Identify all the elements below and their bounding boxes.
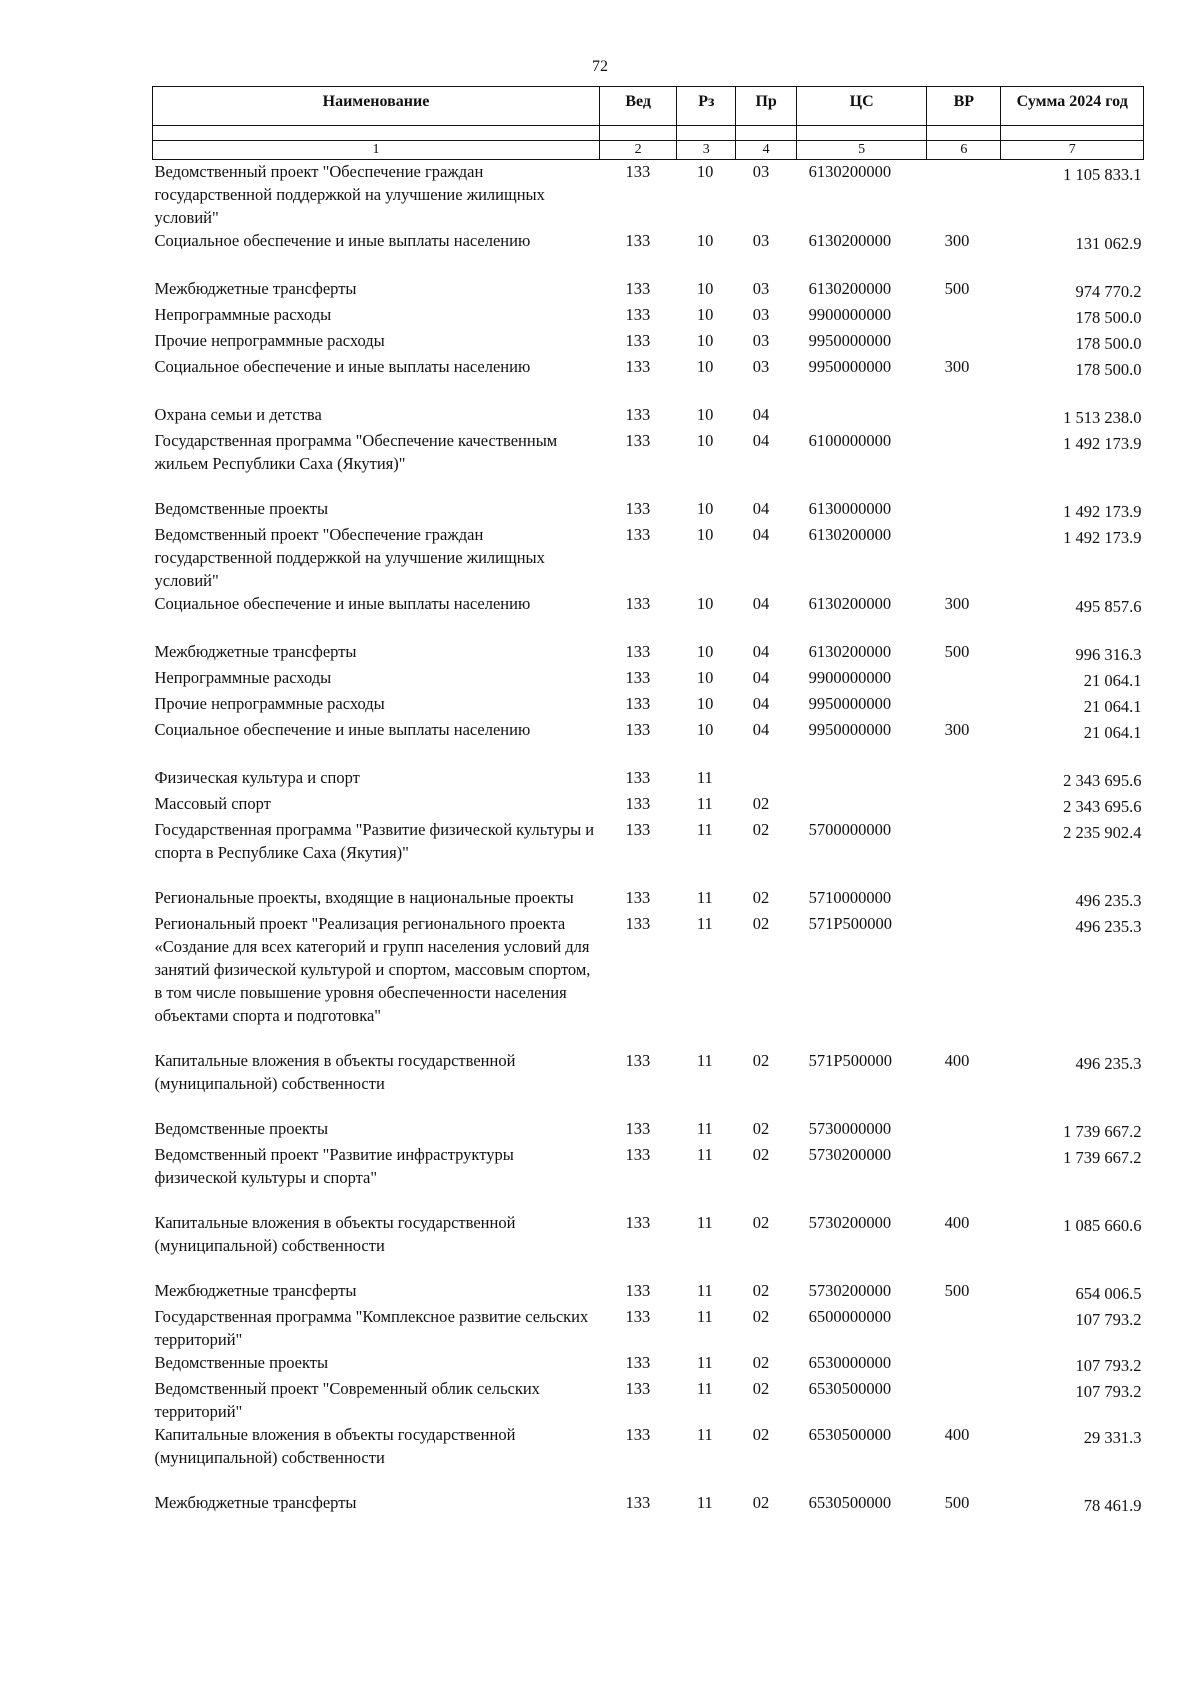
cell-rz: 10 bbox=[696, 431, 714, 450]
cell-vr bbox=[927, 329, 1001, 355]
table-row bbox=[153, 160, 1144, 230]
cell-rz: 11 bbox=[696, 1493, 713, 1512]
cell-sum: 178 500.0 bbox=[1075, 360, 1142, 379]
column-number: 6 bbox=[927, 141, 1001, 160]
cell-name: Ведомственный проект "Современный облик сельских территорий" bbox=[154, 1379, 540, 1421]
header-spacer bbox=[153, 126, 1144, 141]
cell-ved: 133 bbox=[625, 820, 651, 839]
cell-name: Ведомственный проект "Обеспечение граждан государственной поддержкой на улучшение жилищных условий" bbox=[154, 525, 545, 590]
cell-sum: 496 235.3 bbox=[1075, 917, 1142, 936]
cell-rz: 10 bbox=[696, 357, 714, 376]
column-number: 2 bbox=[599, 141, 676, 160]
cell-vr bbox=[927, 497, 1001, 523]
cell-pr: 02 bbox=[752, 1213, 770, 1232]
table-row bbox=[153, 1423, 1144, 1491]
table-row bbox=[153, 912, 1144, 1049]
cell-sum: 1 513 238.0 bbox=[1063, 408, 1142, 427]
cell-cs: 6130200000 bbox=[808, 231, 892, 250]
table-row bbox=[153, 1279, 1144, 1305]
cell-sum: 1 492 173.9 bbox=[1063, 528, 1142, 547]
cell-sum: 29 331.3 bbox=[1083, 1428, 1142, 1447]
cell-pr: 02 bbox=[752, 1379, 770, 1398]
cell-sum: 1 085 660.6 bbox=[1063, 1216, 1142, 1235]
table-row bbox=[153, 403, 1144, 429]
cell-pr: 03 bbox=[752, 279, 770, 298]
cell-rz: 11 bbox=[696, 1119, 713, 1138]
cell-pr: 02 bbox=[752, 1281, 770, 1300]
cell-ved: 133 bbox=[625, 405, 651, 424]
cell-name: Государственная программа "Комплексное развитие сельских территорий" bbox=[154, 1307, 589, 1349]
cell-name: Межбюджетные трансферты bbox=[154, 279, 357, 298]
cell-ved: 133 bbox=[625, 162, 651, 181]
cell-pr: 02 bbox=[752, 794, 770, 813]
cell-cs: 5700000000 bbox=[808, 820, 892, 839]
cell-sum: 496 235.3 bbox=[1075, 891, 1142, 910]
cell-rz: 11 bbox=[696, 1379, 713, 1398]
cell-name: Прочие непрограммные расходы bbox=[154, 331, 385, 350]
cell-cs: 9950000000 bbox=[808, 694, 892, 713]
cell-cs: 6130200000 bbox=[808, 525, 892, 544]
table-row bbox=[153, 666, 1144, 692]
cell-rz: 11 bbox=[696, 1051, 713, 1070]
cell-ved: 133 bbox=[625, 1493, 651, 1512]
cell-vr bbox=[927, 429, 1001, 497]
table-row bbox=[153, 1305, 1144, 1351]
cell-pr: 02 bbox=[752, 888, 770, 907]
cell-cs bbox=[797, 766, 927, 792]
cell-vr bbox=[927, 523, 1001, 592]
cell-ved: 133 bbox=[625, 331, 651, 350]
cell-sum: 2 343 695.6 bbox=[1063, 797, 1142, 816]
cell-name: Прочие непрограммные расходы bbox=[154, 694, 385, 713]
cell-vr: 300 bbox=[944, 231, 970, 250]
cell-cs: 6100000000 bbox=[808, 431, 892, 450]
cell-name: Капитальные вложения в объекты государственной (муниципальной) собственности bbox=[154, 1051, 516, 1093]
column-number: 3 bbox=[677, 141, 736, 160]
cell-ved: 133 bbox=[625, 357, 651, 376]
column-number: 1 bbox=[153, 141, 600, 160]
cell-cs: 5730000000 bbox=[808, 1119, 892, 1138]
budget-table bbox=[152, 86, 1144, 1517]
cell-name: Ведомственный проект "Развитие инфраструктуры физической культуры и спорта" bbox=[154, 1145, 514, 1187]
cell-sum: 654 006.5 bbox=[1075, 1284, 1142, 1303]
cell-pr: 04 bbox=[752, 594, 770, 613]
cell-pr: 03 bbox=[752, 162, 770, 181]
column-number: 4 bbox=[736, 141, 797, 160]
cell-name: Региональные проекты, входящие в национальные проекты bbox=[154, 888, 574, 907]
cell-cs: 6500000000 bbox=[808, 1307, 892, 1326]
table-row bbox=[153, 640, 1144, 666]
cell-vr bbox=[927, 886, 1001, 912]
cell-cs: 9950000000 bbox=[808, 720, 892, 739]
cell-rz: 10 bbox=[696, 720, 714, 739]
cell-ved: 133 bbox=[625, 768, 651, 787]
cell-vr bbox=[927, 666, 1001, 692]
cell-sum: 1 739 667.2 bbox=[1063, 1122, 1142, 1141]
cell-cs: 6130200000 bbox=[808, 162, 892, 181]
cell-name: Ведомственный проект "Обеспечение граждан государственной поддержкой на улучшение жилищных условий" bbox=[154, 162, 545, 227]
cell-name: Социальное обеспечение и иные выплаты населению bbox=[154, 357, 531, 376]
header-rz: Рз bbox=[677, 87, 736, 126]
cell-cs: 9950000000 bbox=[808, 331, 892, 350]
cell-cs: 571P500000 bbox=[808, 914, 893, 933]
cell-ved: 133 bbox=[625, 694, 651, 713]
cell-sum: 178 500.0 bbox=[1075, 334, 1142, 353]
cell-sum: 107 793.2 bbox=[1075, 1356, 1142, 1375]
cell-sum: 21 064.1 bbox=[1083, 697, 1142, 716]
cell-ved: 133 bbox=[625, 1051, 651, 1070]
cell-vr bbox=[927, 160, 1001, 230]
table-row bbox=[153, 1377, 1144, 1423]
table-row bbox=[153, 718, 1144, 766]
column-number-row bbox=[153, 141, 1144, 160]
cell-sum: 107 793.2 bbox=[1075, 1382, 1142, 1401]
cell-sum: 1 739 667.2 bbox=[1063, 1148, 1142, 1167]
cell-pr: 04 bbox=[752, 694, 770, 713]
cell-name: Социальное обеспечение и иные выплаты населению bbox=[154, 720, 531, 739]
cell-ved: 133 bbox=[625, 231, 651, 250]
cell-ved: 133 bbox=[625, 642, 651, 661]
cell-cs: 6130200000 bbox=[808, 279, 892, 298]
cell-name: Ведомственные проекты bbox=[154, 1119, 329, 1138]
cell-name: Государственная программа "Обеспечение качественным жильем Республики Саха (Якутия)" bbox=[154, 431, 558, 473]
cell-pr: 04 bbox=[752, 642, 770, 661]
cell-sum: 2 235 902.4 bbox=[1063, 823, 1142, 842]
cell-pr: 04 bbox=[752, 405, 770, 424]
cell-rz: 10 bbox=[696, 162, 714, 181]
cell-cs: 6130000000 bbox=[808, 499, 892, 518]
cell-name: Региональный проект "Реализация регионального проекта «Создание для всех категорий и групп населения условий для занятий физической культурой и спортом, массовым спортом, в том числе повышение уровня обеспеченности населения объектами спорта и подготовка" bbox=[154, 914, 591, 1025]
cell-name: Социальное обеспечение и иные выплаты населению bbox=[154, 231, 531, 250]
cell-name: Ведомственные проекты bbox=[154, 499, 329, 518]
table-row bbox=[153, 1143, 1144, 1211]
cell-ved: 133 bbox=[625, 525, 651, 544]
cell-ved: 133 bbox=[625, 1281, 651, 1300]
cell-sum: 21 064.1 bbox=[1083, 723, 1142, 742]
cell-rz: 10 bbox=[696, 305, 714, 324]
cell-ved: 133 bbox=[625, 305, 651, 324]
cell-pr: 02 bbox=[752, 1353, 770, 1372]
cell-vr: 500 bbox=[944, 1281, 970, 1300]
cell-vr bbox=[927, 303, 1001, 329]
cell-vr bbox=[927, 1377, 1001, 1423]
cell-pr: 04 bbox=[752, 720, 770, 739]
cell-ved: 133 bbox=[625, 1119, 651, 1138]
cell-ved: 133 bbox=[625, 1307, 651, 1326]
cell-name: Капитальные вложения в объекты государственной (муниципальной) собственности bbox=[154, 1425, 516, 1467]
cell-name: Ведомственные проекты bbox=[154, 1353, 329, 1372]
cell-pr: 04 bbox=[752, 431, 770, 450]
cell-sum: 2 343 695.6 bbox=[1063, 771, 1142, 790]
table-row bbox=[153, 1117, 1144, 1143]
cell-cs: 5730200000 bbox=[808, 1281, 892, 1300]
cell-cs bbox=[797, 792, 927, 818]
cell-rz: 11 bbox=[696, 1213, 713, 1232]
cell-rz: 11 bbox=[696, 888, 713, 907]
header-cs: ЦС bbox=[797, 87, 927, 126]
cell-vr: 500 bbox=[944, 1493, 970, 1512]
cell-ved: 133 bbox=[625, 279, 651, 298]
cell-pr: 03 bbox=[752, 231, 770, 250]
table-row bbox=[153, 229, 1144, 277]
cell-pr: 02 bbox=[752, 914, 770, 933]
cell-rz: 10 bbox=[696, 642, 714, 661]
cell-cs: 5730200000 bbox=[808, 1213, 892, 1232]
cell-sum: 1 492 173.9 bbox=[1063, 434, 1142, 453]
cell-pr: 02 bbox=[752, 1119, 770, 1138]
cell-sum: 107 793.2 bbox=[1075, 1310, 1142, 1329]
cell-pr: 04 bbox=[752, 499, 770, 518]
table-row bbox=[153, 766, 1144, 792]
cell-cs: 9950000000 bbox=[808, 357, 892, 376]
cell-pr: 02 bbox=[752, 1425, 770, 1444]
cell-ved: 133 bbox=[625, 499, 651, 518]
cell-vr bbox=[927, 1351, 1001, 1377]
column-number: 7 bbox=[1001, 141, 1144, 160]
cell-rz: 11 bbox=[696, 1145, 713, 1164]
cell-rz: 10 bbox=[696, 405, 714, 424]
cell-vr: 500 bbox=[944, 642, 970, 661]
cell-vr bbox=[927, 792, 1001, 818]
cell-name: Межбюджетные трансферты bbox=[154, 642, 357, 661]
header-vr: ВР bbox=[927, 87, 1001, 126]
cell-ved: 133 bbox=[625, 794, 651, 813]
cell-pr: 02 bbox=[752, 1051, 770, 1070]
table-row bbox=[153, 523, 1144, 592]
cell-vr: 400 bbox=[944, 1213, 970, 1232]
cell-rz: 10 bbox=[696, 331, 714, 350]
cell-vr bbox=[927, 818, 1001, 886]
cell-cs: 6530500000 bbox=[808, 1493, 892, 1512]
cell-cs bbox=[797, 403, 927, 429]
cell-ved: 133 bbox=[625, 594, 651, 613]
header-name: Наименование bbox=[153, 87, 600, 126]
cell-vr: 300 bbox=[944, 594, 970, 613]
cell-pr: 02 bbox=[752, 1493, 770, 1512]
cell-sum: 496 235.3 bbox=[1075, 1054, 1142, 1073]
cell-sum: 78 461.9 bbox=[1083, 1496, 1142, 1515]
cell-rz: 10 bbox=[696, 694, 714, 713]
header-ved: Вед bbox=[599, 87, 676, 126]
cell-cs: 6130200000 bbox=[808, 594, 892, 613]
cell-name: Межбюджетные трансферты bbox=[154, 1493, 357, 1512]
cell-cs: 9900000000 bbox=[808, 668, 892, 687]
cell-rz: 11 bbox=[696, 768, 713, 787]
cell-sum: 1 105 833.1 bbox=[1063, 165, 1142, 184]
cell-ved: 133 bbox=[625, 1425, 651, 1444]
table-row bbox=[153, 886, 1144, 912]
page-number: 72 bbox=[592, 58, 608, 75]
cell-pr: 03 bbox=[752, 331, 770, 350]
cell-sum: 974 770.2 bbox=[1075, 282, 1142, 301]
cell-vr: 400 bbox=[944, 1051, 970, 1070]
cell-rz: 11 bbox=[696, 1281, 713, 1300]
table-row bbox=[153, 1491, 1144, 1517]
cell-ved: 133 bbox=[625, 914, 651, 933]
table-row bbox=[153, 1351, 1144, 1377]
cell-sum: 996 316.3 bbox=[1075, 645, 1142, 664]
cell-ved: 133 bbox=[625, 1145, 651, 1164]
table-row bbox=[153, 303, 1144, 329]
table-row bbox=[153, 1211, 1144, 1279]
cell-rz: 11 bbox=[696, 794, 713, 813]
cell-name: Государственная программа "Развитие физической культуры и спорта в Республике Саха (Якутия)" bbox=[154, 820, 595, 862]
cell-sum: 178 500.0 bbox=[1075, 308, 1142, 327]
cell-name: Межбюджетные трансферты bbox=[154, 1281, 357, 1300]
cell-rz: 10 bbox=[696, 231, 714, 250]
cell-vr bbox=[927, 1143, 1001, 1211]
cell-vr bbox=[927, 403, 1001, 429]
cell-pr: 04 bbox=[752, 525, 770, 544]
cell-ved: 133 bbox=[625, 1213, 651, 1232]
cell-sum: 131 062.9 bbox=[1075, 234, 1142, 253]
cell-pr bbox=[736, 766, 797, 792]
table-row bbox=[153, 355, 1144, 403]
table-row bbox=[153, 818, 1144, 886]
cell-name: Непрограммные расходы bbox=[154, 668, 332, 687]
table-row bbox=[153, 277, 1144, 303]
cell-name: Социальное обеспечение и иные выплаты населению bbox=[154, 594, 531, 613]
cell-name: Массовый спорт bbox=[154, 794, 271, 813]
cell-ved: 133 bbox=[625, 431, 651, 450]
cell-pr: 02 bbox=[752, 820, 770, 839]
table-row bbox=[153, 792, 1144, 818]
cell-ved: 133 bbox=[625, 668, 651, 687]
cell-ved: 133 bbox=[625, 720, 651, 739]
cell-pr: 02 bbox=[752, 1145, 770, 1164]
header-sum: Сумма 2024 год bbox=[1001, 87, 1144, 126]
cell-pr: 02 bbox=[752, 1307, 770, 1326]
cell-cs: 6530500000 bbox=[808, 1425, 892, 1444]
cell-rz: 10 bbox=[696, 499, 714, 518]
table-row bbox=[153, 1049, 1144, 1117]
cell-name: Физическая культура и спорт bbox=[154, 768, 360, 787]
cell-rz: 10 bbox=[696, 668, 714, 687]
cell-cs: 9900000000 bbox=[808, 305, 892, 324]
cell-rz: 10 bbox=[696, 525, 714, 544]
cell-vr bbox=[927, 912, 1001, 1049]
cell-rz: 11 bbox=[696, 1353, 713, 1372]
cell-vr bbox=[927, 766, 1001, 792]
cell-rz: 11 bbox=[696, 820, 713, 839]
table-header-row bbox=[153, 87, 1144, 126]
cell-vr bbox=[927, 1117, 1001, 1143]
cell-sum: 1 492 173.9 bbox=[1063, 502, 1142, 521]
table-row bbox=[153, 592, 1144, 640]
cell-cs: 6530000000 bbox=[808, 1353, 892, 1372]
cell-vr: 300 bbox=[944, 720, 970, 739]
table-row bbox=[153, 497, 1144, 523]
cell-pr: 03 bbox=[752, 305, 770, 324]
cell-vr bbox=[927, 1305, 1001, 1351]
cell-rz: 11 bbox=[696, 914, 713, 933]
cell-rz: 11 bbox=[696, 1307, 713, 1326]
cell-cs: 571P500000 bbox=[808, 1051, 893, 1070]
column-number: 5 bbox=[797, 141, 927, 160]
cell-sum: 495 857.6 bbox=[1075, 597, 1142, 616]
cell-vr: 400 bbox=[944, 1425, 970, 1444]
table-body bbox=[153, 160, 1144, 1518]
header-pr: Пр bbox=[736, 87, 797, 126]
cell-cs: 5730200000 bbox=[808, 1145, 892, 1164]
cell-name: Непрограммные расходы bbox=[154, 305, 332, 324]
cell-vr bbox=[927, 692, 1001, 718]
cell-ved: 133 bbox=[625, 1353, 651, 1372]
cell-vr: 300 bbox=[944, 357, 970, 376]
cell-pr: 04 bbox=[752, 668, 770, 687]
cell-cs: 6530500000 bbox=[808, 1379, 892, 1398]
table-row bbox=[153, 692, 1144, 718]
cell-rz: 10 bbox=[696, 594, 714, 613]
cell-cs: 6130200000 bbox=[808, 642, 892, 661]
table-row bbox=[153, 329, 1144, 355]
cell-name: Капитальные вложения в объекты государственной (муниципальной) собственности bbox=[154, 1213, 516, 1255]
cell-name: Охрана семьи и детства bbox=[154, 405, 322, 424]
cell-ved: 133 bbox=[625, 888, 651, 907]
cell-sum: 21 064.1 bbox=[1083, 671, 1142, 690]
cell-rz: 10 bbox=[696, 279, 714, 298]
cell-pr: 03 bbox=[752, 357, 770, 376]
cell-cs: 5710000000 bbox=[808, 888, 892, 907]
table-row bbox=[153, 429, 1144, 497]
cell-vr: 500 bbox=[944, 279, 970, 298]
cell-ved: 133 bbox=[625, 1379, 651, 1398]
cell-rz: 11 bbox=[696, 1425, 713, 1444]
